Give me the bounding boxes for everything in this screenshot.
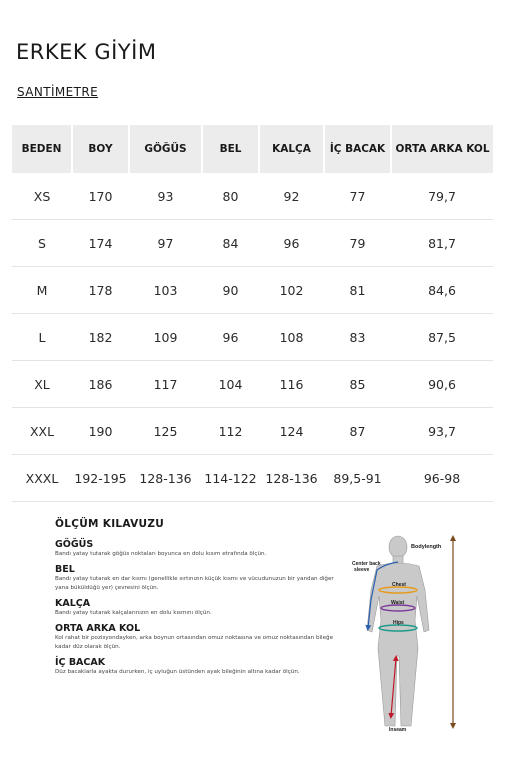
guide-item-desc: Düz bacaklarla ayakta dururken, iç uyluğun üstünden ayak bileğinin altına kadar ölçün. [55,669,300,675]
table-cell: 84 [202,220,259,267]
table-cell: 83 [324,314,391,361]
table-cell: L [12,314,72,361]
table-cell: 80 [202,173,259,220]
guide-item-kalca [55,598,345,618]
table-cell: 87 [324,408,391,455]
unit-toggle-link[interactable]: SANTİMETRE [17,85,99,99]
guide-item-title: BEL [55,564,75,575]
table-cell: 87,5 [391,314,493,361]
table-cell: 103 [129,267,202,314]
guide-item-desc: Kol rahat bir pozisyondayken, arka boynun ortasından omuz noktasına ve omuz noktasından bileğe kadar düz olarak ölçün. [55,635,334,650]
table-cell: 79,7 [391,173,493,220]
guide-item-title: KALÇA [55,598,91,609]
table-cell: 114-122 [202,455,259,502]
table-cell: 104 [202,361,259,408]
center-back-sleeve-label-2: sleeve [354,567,370,573]
guide-item-bel [55,564,345,593]
table-cell: 128-136 [259,455,324,502]
guide-item-title: ORTA ARKA KOL [55,623,141,634]
table-cell: 186 [72,361,129,408]
table-cell: 81,7 [391,220,493,267]
table-cell: S [12,220,72,267]
table-cell: 90,6 [391,361,493,408]
table-cell: 116 [259,361,324,408]
guide-item-orta-arka-kol [55,623,345,652]
table-cell: 190 [72,408,129,455]
table-cell: 79 [324,220,391,267]
table-cell: 96 [259,220,324,267]
table-cell: 84,6 [391,267,493,314]
table-cell: XXL [12,408,72,455]
table-cell: 92 [259,173,324,220]
table-row [12,361,493,408]
guide-item-title: GÖĞÜS [55,539,94,550]
table-cell: 125 [129,408,202,455]
guide-item-desc: Bandı yatay tutarak kalçalarınızın en dolu kısmını ölçün. [55,610,212,616]
table-cell: 96-98 [391,455,493,502]
header-kalca: KALÇA [259,125,324,173]
table-cell: 170 [72,173,129,220]
header-orta-arka-kol: ORTA ARKA KOL [391,125,493,173]
table-cell: XS [12,173,72,220]
header-gogus: GÖĞÜS [129,125,202,173]
table-cell: 192-195 [72,455,129,502]
table-cell: 128-136 [129,455,202,502]
table-cell: 109 [129,314,202,361]
table-cell: 112 [202,408,259,455]
table-cell: M [12,267,72,314]
guide-item-title: İÇ BACAK [55,657,106,668]
table-cell: 93 [129,173,202,220]
body-measurement-figure [345,530,465,735]
table-cell: 174 [72,220,129,267]
table-cell: 93,7 [391,408,493,455]
guide-item-gogus [55,539,345,559]
table-row [12,408,493,455]
guide-title: ÖLÇÜM KILAVUZU [55,518,165,530]
table-row [12,220,493,267]
table-cell: 182 [72,314,129,361]
table-cell: 96 [202,314,259,361]
size-table [12,125,493,502]
table-cell: XL [12,361,72,408]
guide-item-desc: Bandı yatay tutarak en dar kısmı (genellikle sırtınızın küçük kısmı ve vücudunuzun bir yandan diğer yana büküldüğü yer) çevresini ölçün. [55,576,334,591]
header-ic-bacak: İÇ BACAK [324,125,391,173]
table-row [12,314,493,361]
center-back-sleeve-label: Center back [352,561,381,567]
table-cell: 108 [259,314,324,361]
header-beden: BEDEN [12,125,72,173]
bodylength-label: Bodylength [411,544,442,550]
table-cell: 178 [72,267,129,314]
chest-label: Chest [392,582,406,588]
table-header-row [12,125,493,173]
table-cell: XXXL [12,455,72,502]
table-cell: 90 [202,267,259,314]
page-title: ERKEK GİYİM [16,40,157,64]
table-cell: 124 [259,408,324,455]
table-row [12,173,493,220]
guide-item-ic-bacak [55,657,345,677]
waist-label: Waist [391,600,405,606]
guide-item-desc: Bandı yatay tutarak göğüs noktaları boyunca en dolu kısım etrafında ölçün. [55,551,267,557]
table-cell: 77 [324,173,391,220]
header-boy: BOY [72,125,129,173]
table-cell: 81 [324,267,391,314]
table-row [12,267,493,314]
header-bel: BEL [202,125,259,173]
measurement-guide [55,518,345,682]
table-row [12,455,493,502]
table-cell: 102 [259,267,324,314]
table-cell: 117 [129,361,202,408]
inseam-label: Inseam [389,727,407,733]
table-cell: 85 [324,361,391,408]
table-cell: 89,5-91 [324,455,391,502]
table-cell: 97 [129,220,202,267]
hips-label: Hips [393,620,404,626]
